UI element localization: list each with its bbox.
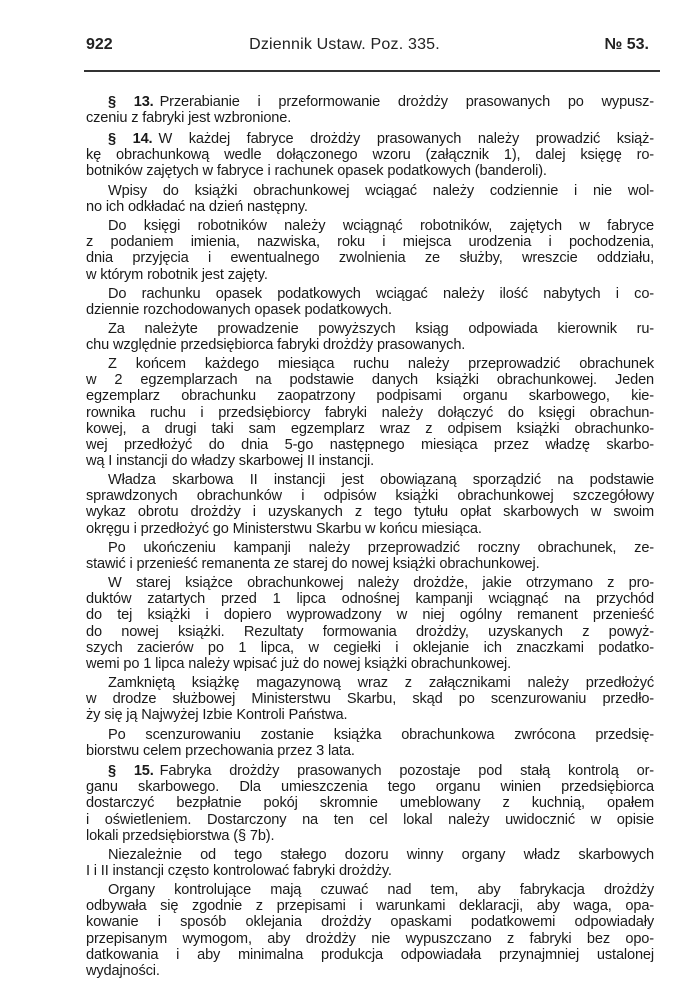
section-paragraph xyxy=(86,131,654,180)
text-line: Z końcem każdego miesiąca ruchu należy przeprowadzić obrachunek xyxy=(108,356,654,372)
text-line: stawić i przenieść remanenta ze starej do nowej książki obrachunkowej. xyxy=(86,556,540,573)
section-number: § 14. xyxy=(108,131,153,147)
text-line: biorstwu celem przechowania przez 3 lata. xyxy=(86,743,355,760)
text-line: i oświetleniem. Dostarczony na ten cel lokal należy uwidocznić w opisie xyxy=(86,811,654,828)
paragraph xyxy=(86,575,654,672)
text-line: dziennie rozchodowanych opasek podatkowych. xyxy=(86,302,392,319)
text-line: wydajności. xyxy=(86,963,160,980)
text-line: do nowej książki. Rezultaty formowania drożdży, uzyskanych z powyż- xyxy=(86,623,654,640)
text-line xyxy=(86,94,654,110)
paragraph xyxy=(86,472,654,537)
paragraph xyxy=(86,882,654,979)
text-line: ganu skarbowego. Dla umieszczenia tego organu winien przedsiębiorca xyxy=(86,779,654,796)
line-text: Przerabianie i przeformowanie drożdży prasowanych po wypusz- xyxy=(159,94,654,110)
paragraph xyxy=(86,218,654,283)
text-line: datkowania i aby minimalna produkcja odpowiadała przynajmniej ustalonej xyxy=(86,946,654,963)
line-text: W każdej fabryce drożdży prasowanych należy prowadzić książ- xyxy=(158,131,654,147)
issue-number: № 53. xyxy=(604,36,649,53)
text-line: Władza skarbowa II instancji jest obowiązaną sporządzić na podstawie xyxy=(108,472,654,488)
paragraph xyxy=(86,286,654,318)
paragraph xyxy=(86,321,654,353)
text-line: Niezależnie od tego stałego dozoru winny organy władz skarbowych xyxy=(108,847,654,863)
text-line: Do księgi robotników należy wciągnąć robotników, zajętych w fabryce xyxy=(108,218,654,234)
running-title: Dziennik Ustaw. Poz. 335. xyxy=(249,36,440,53)
text-line: wą I instancji do władzy skarbowej II instancji. xyxy=(86,453,375,470)
text-line: lokali przedsiębiorstwa (§ 7b). xyxy=(86,827,275,844)
text-line: do tej książki i dopiero wyprowadzony w niej ogólny remanent przenieść xyxy=(86,607,654,624)
text-line: szych zacierów po 1 lipca, w cegiełki i oklejanie ich znaczkami podatko- xyxy=(86,639,654,656)
text-line: Do rachunku opasek podatkowych wciągać należy ilość nabytych i co- xyxy=(108,286,654,302)
text-line: sprawdzonych obrachunków i odpisów książki obrachunkowej szczegółowy xyxy=(86,488,654,505)
paragraph xyxy=(86,727,654,759)
text-line: w którym robotnik jest zajęty. xyxy=(86,266,268,283)
section-number: § 15. xyxy=(108,763,154,779)
text-line: okręgu i przedłożyć go Ministerstwu Skarbu w końcu miesiąca. xyxy=(86,520,482,537)
paragraph xyxy=(86,847,654,879)
text-line: Organy kontrolujące mają czuwać nad tem, aby fabrykacja drożdży xyxy=(108,882,654,898)
page-number: 922 xyxy=(86,36,113,53)
text-line: wej przedłożyć do dnia 5-go następnego miesiąca przez władzę skarbo- xyxy=(86,437,654,454)
text-line: w 2 egzemplarzach na podstawie danych książki obrachunkowej. Jeden xyxy=(86,372,654,389)
text-line: Za należyte prowadzenie powyższych ksiąg odpowiada kierownik ru- xyxy=(108,321,654,337)
text-line: czeniu z fabryki jest wzbronione. xyxy=(86,110,292,127)
text-line: Zamkniętą książkę magazynową wraz z załącznikami należy przedłożyć xyxy=(108,675,654,691)
text-line: z podaniem imienia, nazwiska, roku i miejsca urodzenia i pochodzenia, xyxy=(86,234,654,251)
text-line: Po ukończeniu kampanji należy przeprowadzić roczny obrachunek, ze- xyxy=(108,540,654,556)
text-line: no ich odkładać na dzień następny. xyxy=(86,199,308,216)
text-line: wykaz obrotu drożdży i uzyskanych z tego tytułu opłat skarbowych w swoim xyxy=(86,504,654,521)
text-line: przepisanym wymogom, aby drożdży nie wypuszczano z fabryki bez opo- xyxy=(86,930,654,947)
text-line: Wpisy do książki obrachunkowej wciągać należy codziennie i nie wol- xyxy=(108,183,654,199)
paragraph xyxy=(86,356,654,469)
text-line: duktów zatartych przed 1 lipca odnośnej kampanji wciągnąć na przychód xyxy=(86,591,654,608)
text-line: odbywała się zgodnie z przepisami i warunkami deklaracji, aby waga, opa- xyxy=(86,898,654,915)
text-line xyxy=(86,763,654,779)
paragraph xyxy=(86,675,654,724)
text-line xyxy=(86,131,654,147)
text-line: dnia przyjęcia i ewentualnego zwolnienia ze służby, wreszcie oddziału, xyxy=(86,250,654,267)
header-rule xyxy=(84,70,660,72)
text-line: ży się ją Najwyżej Izbie Kontroli Państwa. xyxy=(86,707,348,724)
text-line: kowej, a drugi taki sam egzemplarz wraz z odpisem książki obrachunko- xyxy=(86,420,654,437)
paragraph xyxy=(86,540,654,572)
line-text: Fabryka drożdży prasowanych pozostaje pod stałą kontrolą or- xyxy=(159,763,654,779)
text-line: kowanie i sposób oklejania drożdży opaskami podatkowemi odpowiadały xyxy=(86,914,654,931)
text-line: Po scenzurowaniu zostanie książka obrachunkowa zwrócona przedsię- xyxy=(108,727,654,743)
text-line: I i II instancji często kontrolować fabryki drożdży. xyxy=(86,863,392,880)
text-line: dostarczyć bezpłatnie pokój skromnie umeblowany z kuchnią, opałem xyxy=(86,795,654,812)
text-line: W starej książce obrachunkowej należy drożdże, jakie otrzymano z pro- xyxy=(108,575,654,591)
section-paragraph xyxy=(86,94,654,126)
text-line: w drodze służbowej Ministerstwu Skarbu, skąd po scenzurowaniu przedło- xyxy=(86,691,654,708)
text-line: chu względnie przedsiębiorca fabryki drożdży prasowanych. xyxy=(86,337,466,354)
text-line: kę obrachunkową wedle dołączonego wzoru (załącznik 1), dalej księgę ro- xyxy=(86,147,654,164)
text-line: wemi po 1 lipca należy wpisać już do nowej książki obrachunkowej. xyxy=(86,656,512,673)
section-paragraph xyxy=(86,763,654,844)
section-number: § 13. xyxy=(108,94,154,110)
text-line: botników zajętych w fabryce i rachunek opasek podatkowych (banderoli). xyxy=(86,163,547,180)
paragraph xyxy=(86,183,654,215)
text-line: egzemplarz obrachunku zaopatrzony podpisami organu skarbowego, kie- xyxy=(86,388,654,405)
text-line: rownika ruchu i przedsiębiorcy fabryki należy dołączyć do księgi obrachun- xyxy=(86,404,654,421)
